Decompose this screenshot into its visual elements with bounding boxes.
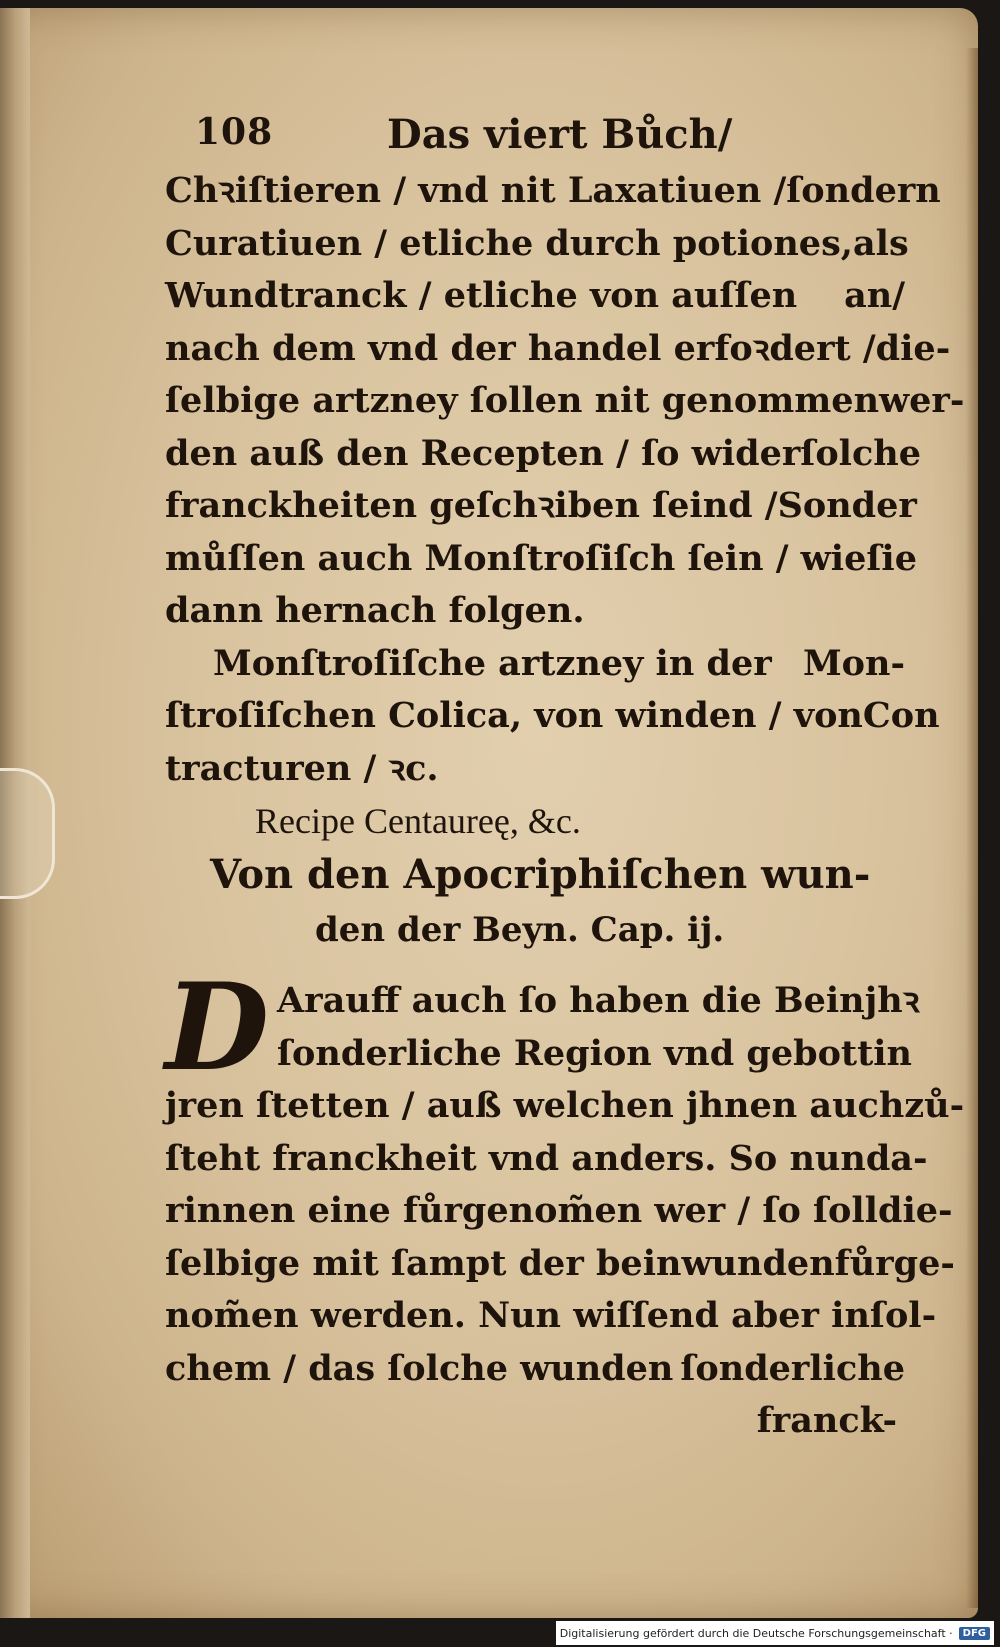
text-line: Wundtranck / etliche von auſſen an/ [165,275,905,316]
text-line: Arauff auch ſo haben die Bein jhꝛ [277,980,920,1021]
chapter-title: Von den Apocriphiſchen wun- [210,851,871,898]
paragraph-1 [165,165,965,638]
text-line: ſonderliche Region vnd gebott in [277,1032,913,1074]
text-line: ſteht franckheit vnd anders. So nun da- [165,1137,928,1179]
text-line: nach dem vnd der handel erfoꝛdert / die- [165,327,951,369]
chapter-subtitle: den der Beyn. Cap. ij. [315,910,725,950]
text-line: ſelbige mit ſampt der beinwunden fůrge- [165,1242,955,1284]
text-line: ſtroſiſchen Colica, von winden / von Con [165,695,940,736]
text-line: rinnen eine fůrgenom̃en wer / ſo ſoll die- [165,1190,953,1231]
chapter-paragraph [165,957,965,1395]
text-line: den auß den Recepten / ſo wider ſolche [165,432,922,474]
page-clip [0,768,55,899]
paragraph-2 [165,638,940,796]
catchword: franck- [756,1400,897,1441]
page-header [165,103,905,165]
dfg-logo: DFG [959,1627,990,1640]
digitization-credit [556,1621,994,1645]
book-page [0,8,978,1618]
text-line: Curatiuen / etliche durch potiones, als [165,222,909,264]
text-line: jren ſtetten / auß welchen jhnen auch zů- [165,1085,965,1126]
page-edge-shadow [966,48,978,1608]
page-text [165,103,965,1447]
credit-text: Digitalisierung gefördert durch die Deutsche Forschungsgemeinschaft · [559,1626,953,1640]
text-line: franckheiten geſchꝛiben ſeind / Sonder [165,485,917,526]
running-head: Das viert Bůch/ [387,111,733,158]
page-number: 108 [195,111,274,153]
text-line: chem / das ſolche wunden ſonderliche [165,1347,905,1389]
text-line: Chꝛiſtieren / vnd nit Laxatiuen / ſondern [165,170,941,211]
text-line: dann hernach folgen. [165,590,585,631]
recipe-line: Recipe Centaureę, &c. [255,801,581,841]
text-line: můſſen auch Monſtroſiſch ſein / wie ſie [165,537,917,579]
text-line: tracturen / ꝛc. [165,747,439,789]
text-line: nom̃en werden. Nun wiſſend aber in ſol- [165,1295,937,1336]
text-line: ſelbige artzney ſollen nit genommen wer- [165,380,965,421]
drop-cap: D [165,957,270,1098]
text-line: Monſtroſiſche artzney in der Mon- [213,642,905,684]
